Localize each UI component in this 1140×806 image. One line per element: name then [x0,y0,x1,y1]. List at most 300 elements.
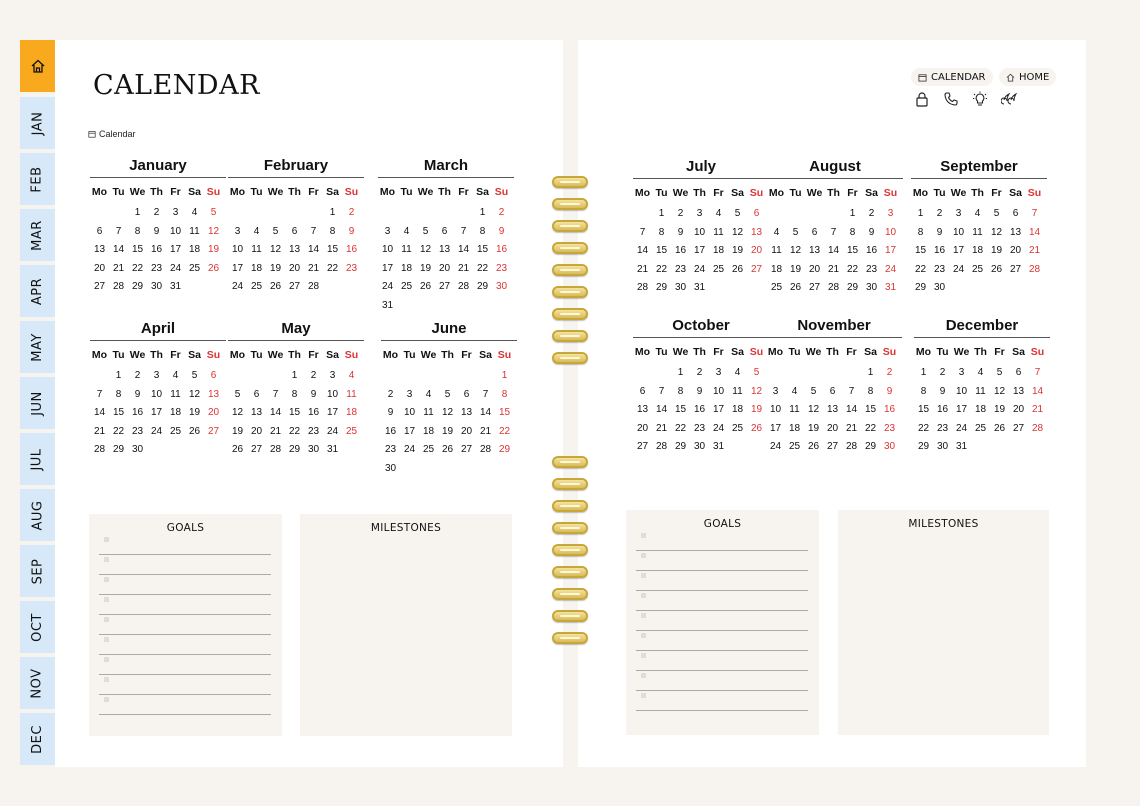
day-cell[interactable]: 22 [655,263,668,275]
day-cell[interactable]: 22 [131,262,144,274]
day-cell[interactable]: 28 [307,281,320,292]
day-cell[interactable]: 8 [849,226,856,238]
day-cell[interactable]: 18 [250,262,263,274]
goal-line[interactable] [636,551,808,571]
day-cell[interactable]: 27 [288,281,301,292]
goal-line[interactable] [99,575,271,595]
day-cell[interactable]: 21 [307,262,320,274]
day-cell[interactable]: 22 [476,262,489,274]
day-cell[interactable]: 20 [288,262,301,274]
day-cell[interactable]: 27 [250,444,263,455]
day-cell[interactable]: 13 [636,404,649,415]
day-cell[interactable]: 25 [770,282,783,293]
day-cell[interactable]: 4 [974,208,981,219]
day-cell[interactable]: 6 [1012,208,1019,219]
day-cell[interactable]: 23 [693,422,706,434]
day-cell[interactable]: 28 [827,282,840,293]
day-cell[interactable]: 2 [677,208,684,219]
day-cell[interactable]: 7 [639,226,646,238]
day-cell[interactable]: 5 [191,370,198,381]
day-cell[interactable]: 29 [674,441,687,452]
day-cell[interactable]: 27 [636,441,649,452]
day-cell[interactable]: 26 [207,262,220,274]
day-cell[interactable]: 4 [191,207,198,218]
day-cell[interactable]: 27 [207,425,220,437]
day-cell[interactable]: 16 [384,425,397,437]
day-cell[interactable]: 12 [441,407,454,418]
day-cell[interactable]: 24 [955,422,968,434]
day-cell[interactable]: 31 [381,299,394,311]
day-cell[interactable]: 29 [498,444,511,455]
day-cell[interactable]: 3 [696,208,703,219]
day-cell[interactable]: 13 [93,244,106,255]
day-cell[interactable]: 19 [231,425,244,437]
checkbox-icon[interactable] [104,637,109,642]
day-cell[interactable]: 30 [384,462,397,474]
goal-line[interactable] [99,615,271,635]
day-cell[interactable]: 26 [990,263,1003,275]
day-cell[interactable]: 12 [269,244,282,255]
day-cell[interactable]: 20 [460,425,473,437]
day-cell[interactable]: 5 [444,388,451,400]
day-cell[interactable]: 14 [827,245,840,256]
day-cell[interactable]: 6 [1015,367,1022,378]
day-cell[interactable]: 21 [1031,404,1044,415]
day-cell[interactable]: 6 [829,385,836,397]
day-cell[interactable]: 26 [231,444,244,455]
day-cell[interactable]: 26 [731,263,744,275]
day-cell[interactable]: 27 [808,282,821,293]
day-cell[interactable]: 8 [867,385,874,397]
day-cell[interactable]: 8 [479,225,486,237]
day-cell[interactable]: 19 [419,262,432,274]
day-cell[interactable]: 13 [207,388,220,400]
goal-line[interactable] [99,535,271,555]
day-cell[interactable]: 9 [498,225,505,237]
day-cell[interactable]: 17 [326,407,339,418]
day-cell[interactable]: 17 [381,262,394,274]
day-cell[interactable]: 5 [422,225,429,237]
day-cell[interactable]: 23 [865,263,878,275]
day-cell[interactable]: 12 [789,245,802,256]
checkbox-icon[interactable] [641,553,646,558]
day-cell[interactable]: 14 [655,404,668,415]
day-cell[interactable]: 20 [250,425,263,437]
goal-line[interactable] [636,691,808,711]
day-cell[interactable]: 10 [326,388,339,400]
goal-line[interactable] [636,631,808,651]
day-cell[interactable]: 21 [479,425,492,437]
day-cell[interactable]: 8 [917,226,924,238]
day-cell[interactable]: 9 [939,385,946,397]
day-cell[interactable]: 25 [731,422,744,434]
day-cell[interactable]: 16 [865,245,878,256]
calendar-nav-button[interactable] [911,68,993,86]
day-cell[interactable]: 18 [974,404,987,415]
day-cell[interactable]: 10 [955,385,968,397]
day-cell[interactable]: 17 [231,262,244,274]
day-cell[interactable]: 12 [731,226,744,238]
day-cell[interactable]: 5 [272,225,279,237]
day-cell[interactable]: 20 [826,422,839,434]
day-cell[interactable]: 28 [269,444,282,455]
day-cell[interactable]: 7 [830,226,837,238]
day-cell[interactable]: 17 [884,245,897,256]
tab-aug[interactable]: AUG [20,489,55,541]
day-cell[interactable]: 21 [827,263,840,275]
day-cell[interactable]: 28 [655,441,668,452]
day-cell[interactable]: 25 [788,441,801,452]
tab-dec[interactable]: DEC [20,713,55,765]
day-cell[interactable]: 9 [134,388,141,400]
day-cell[interactable]: 26 [419,281,432,292]
day-cell[interactable]: 14 [479,407,492,418]
day-cell[interactable]: 15 [846,245,859,256]
day-cell[interactable]: 3 [153,370,160,381]
day-cell[interactable]: 22 [112,425,125,437]
day-cell[interactable]: 3 [384,225,391,237]
day-cell[interactable]: 2 [153,207,160,218]
day-cell[interactable]: 5 [993,208,1000,219]
day-cell[interactable]: 10 [403,407,416,418]
day-cell[interactable]: 4 [977,367,984,378]
day-cell[interactable]: 21 [655,422,668,434]
day-cell[interactable]: 11 [972,226,983,238]
day-cell[interactable]: 7 [658,385,665,397]
day-cell[interactable]: 23 [345,262,358,274]
day-cell[interactable]: 28 [845,441,858,452]
day-cell[interactable]: 13 [826,404,839,415]
tab-may[interactable]: MAY [20,321,55,373]
day-cell[interactable]: 12 [807,404,820,415]
day-cell[interactable]: 29 [288,444,301,455]
day-cell[interactable]: 1 [917,208,924,219]
day-cell[interactable]: 11 [251,244,262,255]
day-cell[interactable]: 16 [150,244,163,255]
day-cell[interactable]: 12 [231,407,244,418]
tab-jul[interactable]: JUL [20,433,55,485]
day-cell[interactable]: 24 [381,281,394,292]
day-cell[interactable]: 6 [639,385,646,397]
day-cell[interactable]: 31 [693,282,706,293]
day-cell[interactable]: 18 [345,407,358,418]
day-cell[interactable]: 3 [715,367,722,378]
day-cell[interactable]: 31 [712,441,725,452]
day-cell[interactable]: 9 [153,225,160,237]
day-cell[interactable]: 10 [231,244,244,255]
day-cell[interactable]: 14 [457,244,470,255]
day-cell[interactable]: 28 [1028,263,1041,275]
day-cell[interactable]: 3 [772,385,779,397]
day-cell[interactable]: 5 [792,226,799,238]
day-cell[interactable]: 13 [288,244,301,255]
day-cell[interactable]: 6 [96,225,103,237]
day-cell[interactable]: 14 [93,407,106,418]
day-cell[interactable]: 11 [189,225,200,237]
day-cell[interactable]: 30 [865,282,878,293]
day-cell[interactable]: 7 [482,388,489,400]
day-cell[interactable]: 2 [936,208,943,219]
day-cell[interactable]: 11 [789,404,800,415]
day-cell[interactable]: 13 [1012,385,1025,397]
day-cell[interactable]: 30 [131,444,144,455]
checkbox-icon[interactable] [104,597,109,602]
phone-icon[interactable] [943,91,959,107]
day-cell[interactable]: 30 [693,441,706,452]
day-cell[interactable]: 24 [693,263,706,275]
day-cell[interactable]: 17 [955,404,968,415]
day-cell[interactable]: 3 [234,225,241,237]
day-cell[interactable]: 19 [789,263,802,275]
day-cell[interactable]: 1 [501,370,508,381]
day-cell[interactable]: 18 [422,425,435,437]
day-cell[interactable]: 4 [425,388,432,400]
day-cell[interactable]: 16 [674,245,687,256]
day-cell[interactable]: 26 [993,422,1006,434]
day-cell[interactable]: 25 [345,425,358,437]
day-cell[interactable]: 20 [1009,245,1022,256]
day-cell[interactable]: 21 [93,425,106,437]
day-cell[interactable]: 28 [479,444,492,455]
day-cell[interactable]: 21 [636,263,649,275]
day-cell[interactable]: 10 [169,225,182,237]
day-cell[interactable]: 24 [769,441,782,452]
day-cell[interactable]: 29 [476,281,489,292]
day-cell[interactable]: 15 [288,407,301,418]
day-cell[interactable]: 15 [864,404,877,415]
day-cell[interactable]: 6 [291,225,298,237]
lock-icon[interactable] [914,91,930,107]
day-cell[interactable]: 31 [169,281,182,292]
day-cell[interactable]: 21 [269,425,282,437]
day-cell[interactable]: 8 [134,225,141,237]
day-cell[interactable]: 4 [773,226,780,238]
day-cell[interactable]: 2 [387,388,394,400]
day-cell[interactable]: 21 [112,262,125,274]
day-cell[interactable]: 1 [849,208,856,219]
breadcrumb[interactable] [88,129,136,139]
day-cell[interactable]: 5 [753,367,760,378]
day-cell[interactable]: 3 [329,370,336,381]
day-cell[interactable]: 6 [811,226,818,238]
checkbox-icon[interactable] [641,573,646,578]
day-cell[interactable]: 4 [253,225,260,237]
day-cell[interactable]: 2 [348,207,355,218]
day-cell[interactable]: 22 [326,262,339,274]
day-cell[interactable]: 24 [403,444,416,455]
day-cell[interactable]: 25 [169,425,182,437]
day-cell[interactable]: 30 [495,281,508,292]
day-cell[interactable]: 22 [498,425,511,437]
checkbox-icon[interactable] [104,577,109,582]
day-cell[interactable]: 16 [307,407,320,418]
day-cell[interactable]: 15 [498,407,511,418]
tab-jan[interactable]: JAN [20,97,55,149]
day-cell[interactable]: 17 [150,407,163,418]
day-cell[interactable]: 15 [112,407,125,418]
day-cell[interactable]: 14 [269,407,282,418]
day-cell[interactable]: 7 [460,225,467,237]
day-cell[interactable]: 10 [952,226,965,238]
home-tab[interactable] [20,40,55,92]
day-cell[interactable]: 1 [920,367,927,378]
day-cell[interactable]: 8 [677,385,684,397]
day-cell[interactable]: 3 [887,208,894,219]
day-cell[interactable]: 18 [788,422,801,434]
day-cell[interactable]: 9 [387,407,394,418]
day-cell[interactable]: 23 [936,422,949,434]
day-cell[interactable]: 11 [771,245,782,256]
day-cell[interactable]: 30 [883,441,896,452]
day-cell[interactable]: 17 [403,425,416,437]
day-cell[interactable]: 10 [693,226,706,238]
day-cell[interactable]: 23 [384,444,397,455]
day-cell[interactable]: 9 [868,226,875,238]
day-cell[interactable]: 24 [169,262,182,274]
day-cell[interactable]: 5 [210,207,217,218]
day-cell[interactable]: 1 [677,367,684,378]
day-cell[interactable]: 9 [886,385,893,397]
day-cell[interactable]: 18 [169,407,182,418]
tab-oct[interactable]: OCT [20,601,55,653]
day-cell[interactable]: 17 [952,245,965,256]
day-cell[interactable]: 19 [731,245,744,256]
checkbox-icon[interactable] [641,633,646,638]
day-cell[interactable]: 19 [207,244,220,255]
day-cell[interactable]: 4 [791,385,798,397]
day-cell[interactable]: 30 [933,282,946,293]
day-cell[interactable]: 29 [112,444,125,455]
checkbox-icon[interactable] [104,697,109,702]
day-cell[interactable]: 29 [846,282,859,293]
day-cell[interactable]: 26 [750,422,763,434]
day-cell[interactable]: 17 [693,245,706,256]
day-cell[interactable]: 30 [150,281,163,292]
day-cell[interactable]: 26 [789,282,802,293]
day-cell[interactable]: 8 [920,385,927,397]
day-cell[interactable]: 7 [115,225,122,237]
day-cell[interactable]: 5 [810,385,817,397]
day-cell[interactable]: 3 [955,208,962,219]
goal-line[interactable] [99,595,271,615]
day-cell[interactable]: 15 [131,244,144,255]
day-cell[interactable]: 23 [674,263,687,275]
day-cell[interactable]: 2 [498,207,505,218]
day-cell[interactable]: 17 [712,404,725,415]
day-cell[interactable]: 11 [423,407,434,418]
day-cell[interactable]: 8 [658,226,665,238]
day-cell[interactable]: 4 [734,367,741,378]
day-cell[interactable]: 14 [845,404,858,415]
day-cell[interactable]: 1 [134,207,141,218]
day-cell[interactable]: 19 [269,262,282,274]
day-cell[interactable]: 23 [307,425,320,437]
day-cell[interactable]: 16 [936,404,949,415]
day-cell[interactable]: 11 [346,388,357,400]
goal-line[interactable] [99,675,271,695]
tab-apr[interactable]: APR [20,265,55,317]
day-cell[interactable]: 28 [636,282,649,293]
day-cell[interactable]: 16 [883,404,896,415]
day-cell[interactable]: 29 [131,281,144,292]
goal-line[interactable] [636,591,808,611]
day-cell[interactable]: 12 [188,388,201,400]
checkbox-icon[interactable] [104,537,109,542]
day-cell[interactable]: 8 [329,225,336,237]
day-cell[interactable]: 15 [917,404,930,415]
day-cell[interactable]: 31 [884,282,897,293]
day-cell[interactable]: 19 [188,407,201,418]
checkbox-icon[interactable] [104,617,109,622]
day-cell[interactable]: 23 [933,263,946,275]
day-cell[interactable]: 2 [939,367,946,378]
day-cell[interactable]: 13 [460,407,473,418]
day-cell[interactable]: 29 [864,441,877,452]
day-cell[interactable]: 30 [936,441,949,452]
goal-line[interactable] [636,611,808,631]
day-cell[interactable]: 1 [329,207,336,218]
day-cell[interactable]: 20 [750,245,763,256]
day-cell[interactable]: 30 [307,444,320,455]
day-cell[interactable]: 26 [441,444,454,455]
day-cell[interactable]: 3 [958,367,965,378]
day-cell[interactable]: 16 [933,245,946,256]
day-cell[interactable]: 27 [1012,422,1025,434]
checkbox-icon[interactable] [641,693,646,698]
goal-line[interactable] [636,571,808,591]
day-cell[interactable]: 11 [713,226,724,238]
checkbox-icon[interactable] [641,653,646,658]
day-cell[interactable]: 1 [658,208,665,219]
day-cell[interactable]: 20 [636,422,649,434]
day-cell[interactable]: 19 [441,425,454,437]
day-cell[interactable]: 4 [348,370,355,381]
day-cell[interactable]: 7 [310,225,317,237]
day-cell[interactable]: 22 [288,425,301,437]
day-cell[interactable]: 7 [96,388,103,400]
day-cell[interactable]: 22 [917,422,930,434]
day-cell[interactable]: 25 [422,444,435,455]
tab-nov[interactable]: NOV [20,657,55,709]
day-cell[interactable]: 13 [438,244,451,255]
checkbox-icon[interactable] [641,613,646,618]
day-cell[interactable]: 11 [401,244,412,255]
day-cell[interactable]: 6 [210,370,217,381]
day-cell[interactable]: 29 [914,282,927,293]
day-cell[interactable]: 27 [460,444,473,455]
day-cell[interactable]: 14 [1028,226,1041,238]
day-cell[interactable]: 17 [169,244,182,255]
day-cell[interactable]: 21 [457,262,470,274]
day-cell[interactable]: 20 [93,262,106,274]
day-cell[interactable]: 31 [955,441,968,452]
day-cell[interactable]: 28 [457,281,470,292]
day-cell[interactable]: 23 [131,425,144,437]
day-cell[interactable]: 5 [234,388,241,400]
day-cell[interactable]: 22 [846,263,859,275]
day-cell[interactable]: 14 [307,244,320,255]
day-cell[interactable]: 18 [770,263,783,275]
day-cell[interactable]: 4 [403,225,410,237]
day-cell[interactable]: 20 [808,263,821,275]
day-cell[interactable]: 14 [636,245,649,256]
day-cell[interactable]: 26 [269,281,282,292]
day-cell[interactable]: 12 [750,385,763,397]
goal-line[interactable] [99,555,271,575]
day-cell[interactable]: 7 [1031,208,1038,219]
day-cell[interactable]: 14 [112,244,125,255]
day-cell[interactable]: 26 [807,441,820,452]
